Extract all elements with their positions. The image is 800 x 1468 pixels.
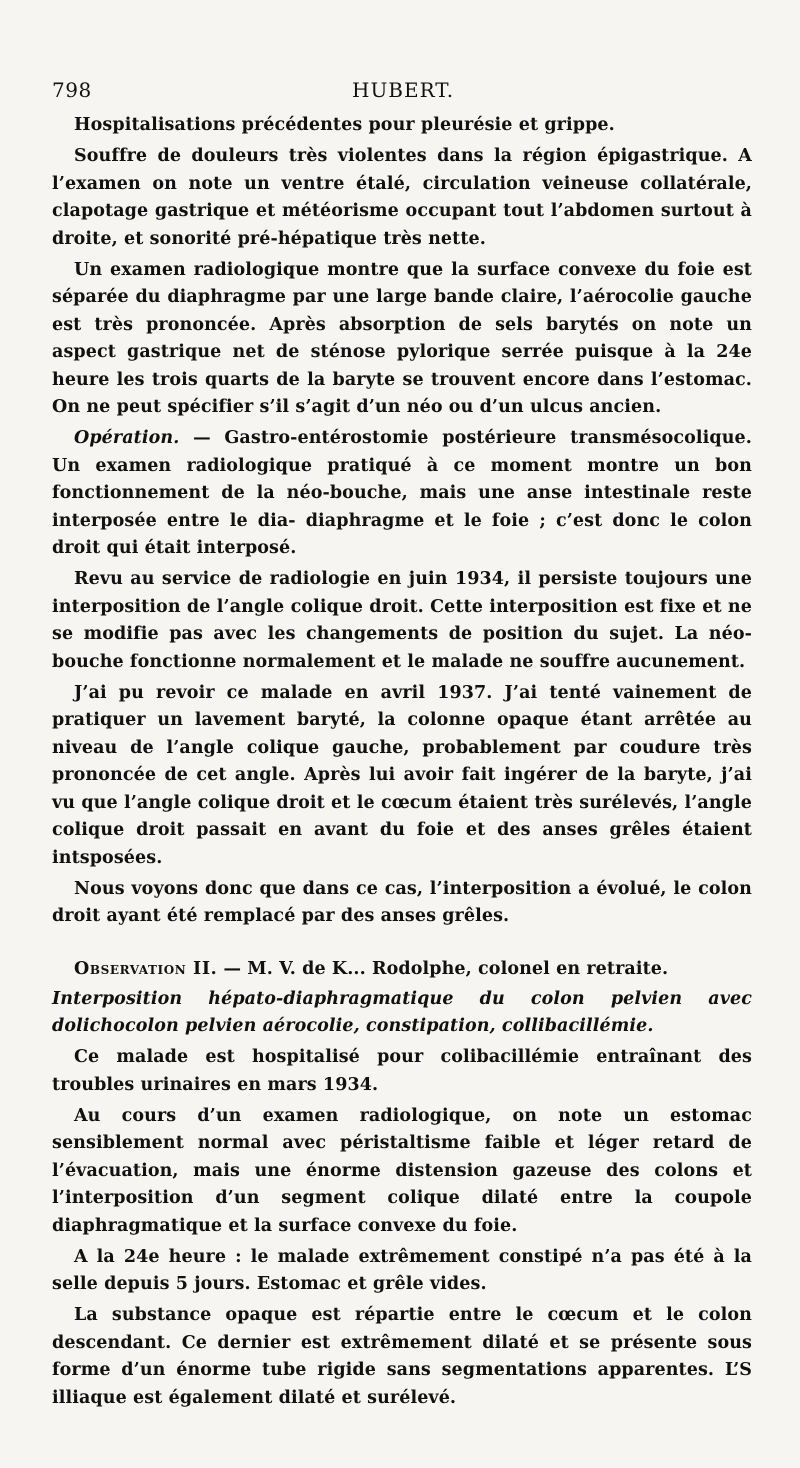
observation-subtitle: Interposition hépato-diaphragmatique du colon pelvien avec dolichocolon pelvien aérocolie, constipation, collibacillémie. xyxy=(52,988,752,1036)
operation-label: Opération. xyxy=(74,428,180,448)
observation-patient: — M. V. de K... Rodolphe, colonel en retraite. xyxy=(217,959,669,979)
paragraph-operation xyxy=(52,425,752,563)
operation-text: — Gastro-entérostomie postérieure transmésocolique. Un examen radiologique pratiqué à ce moment montre un bon fonctionnement de la néo-bouche, mais une anse intestinale reste interposée entre le dia- diaphragme et le foie ; c’est donc le colon droit qui était interposé. xyxy=(52,428,752,558)
paragraph-history: Hospitalisations précédentes pour pleurésie et grippe. xyxy=(74,115,615,135)
running-head: HUBERT. xyxy=(352,78,455,102)
paragraph-radiology: Un examen radiologique montre que la surface convexe du foie est séparée du diaphragme par une large bande claire, l’aérocolie gauche est très prononcée. Après absorption de sels barytés on note un aspect gastrique net de sténose pylorique serrée puisque à la 24e heure les trois quarts de la baryte se trouvent encore dans l’estomac. On ne peut spécifier s’il s’agit d’un néo ou d’un ulcus ancien. xyxy=(52,259,752,417)
page-number: 798 xyxy=(52,78,92,102)
paragraph-hospitalisation: Ce malade est hospitalisé pour colibacillémie entraînant des troubles urinaires en mars 1934. xyxy=(52,1047,752,1095)
paragraph-24h: A la 24e heure : le malade extrêmement constipé n’a pas été à la selle depuis 5 jours. Estomac et grêle vides. xyxy=(52,1246,752,1294)
paragraph-conclusion: Nous voyons donc que dans ce cas, l’interposition a évolué, le colon droit ayant été remplacé par des anses grêles. xyxy=(52,878,752,926)
section-gap xyxy=(52,934,752,956)
observation-heading xyxy=(52,956,752,984)
page-header xyxy=(52,78,752,112)
paragraph-revisit-1937: J’ai pu revoir ce malade en avril 1937. J’ai tenté vainement de pratiquer un lavement baryté, la colonne opaque étant arrêtée au niveau de l’angle colique gauche, probablement par coudure très prononcée de cet angle. Après lui avoir fait ingérer de la baryte, j’ai vu que l’angle colique droit et le cœcum étaient très surélevés, l’angle colique droit passait en avant du foie et des anses grêles étaient intsposées. xyxy=(52,682,752,868)
paragraph-exam: Au cours d’un examen radiologique, on note un estomac sensiblement normal avec péristaltisme faible et léger retard de l’évacuation, mais une énorme distension gazeuse des colons et l’interposition d’un segment colique dilaté entre la coupole diaphragmatique et la surface convexe du foie. xyxy=(52,1105,752,1236)
paragraph-opaque-substance: La substance opaque est répartie entre le cœcum et le colon descendant. Ce dernier est extrêmement dilaté et se présente sous forme d’un énorme tube rigide sans segmentations apparentes. L’S illiaque est également dilaté et surélevé. xyxy=(52,1305,752,1408)
paragraph-symptoms: Souffre de douleurs très violentes dans la région épigastrique. A l’examen on note un ventre étalé, circulation veineuse collatérale, clapotage gastrique et météorisme occupant tout l’abdomen surtout à droite, et sonorité pré-hépatique très nette. xyxy=(52,146,752,249)
observation-label: Observation II. xyxy=(74,959,218,979)
document-page xyxy=(52,78,752,1416)
paragraph-revisit-1934: Revu au service de radiologie en juin 1934, il persiste toujours une interposition de l’angle colique droit. Cette interposition est fixe et ne se modifie pas avec les changements de position du sujet. La néo-bouche fonctionne normalement et le malade ne souffre aucunement. xyxy=(52,569,752,672)
